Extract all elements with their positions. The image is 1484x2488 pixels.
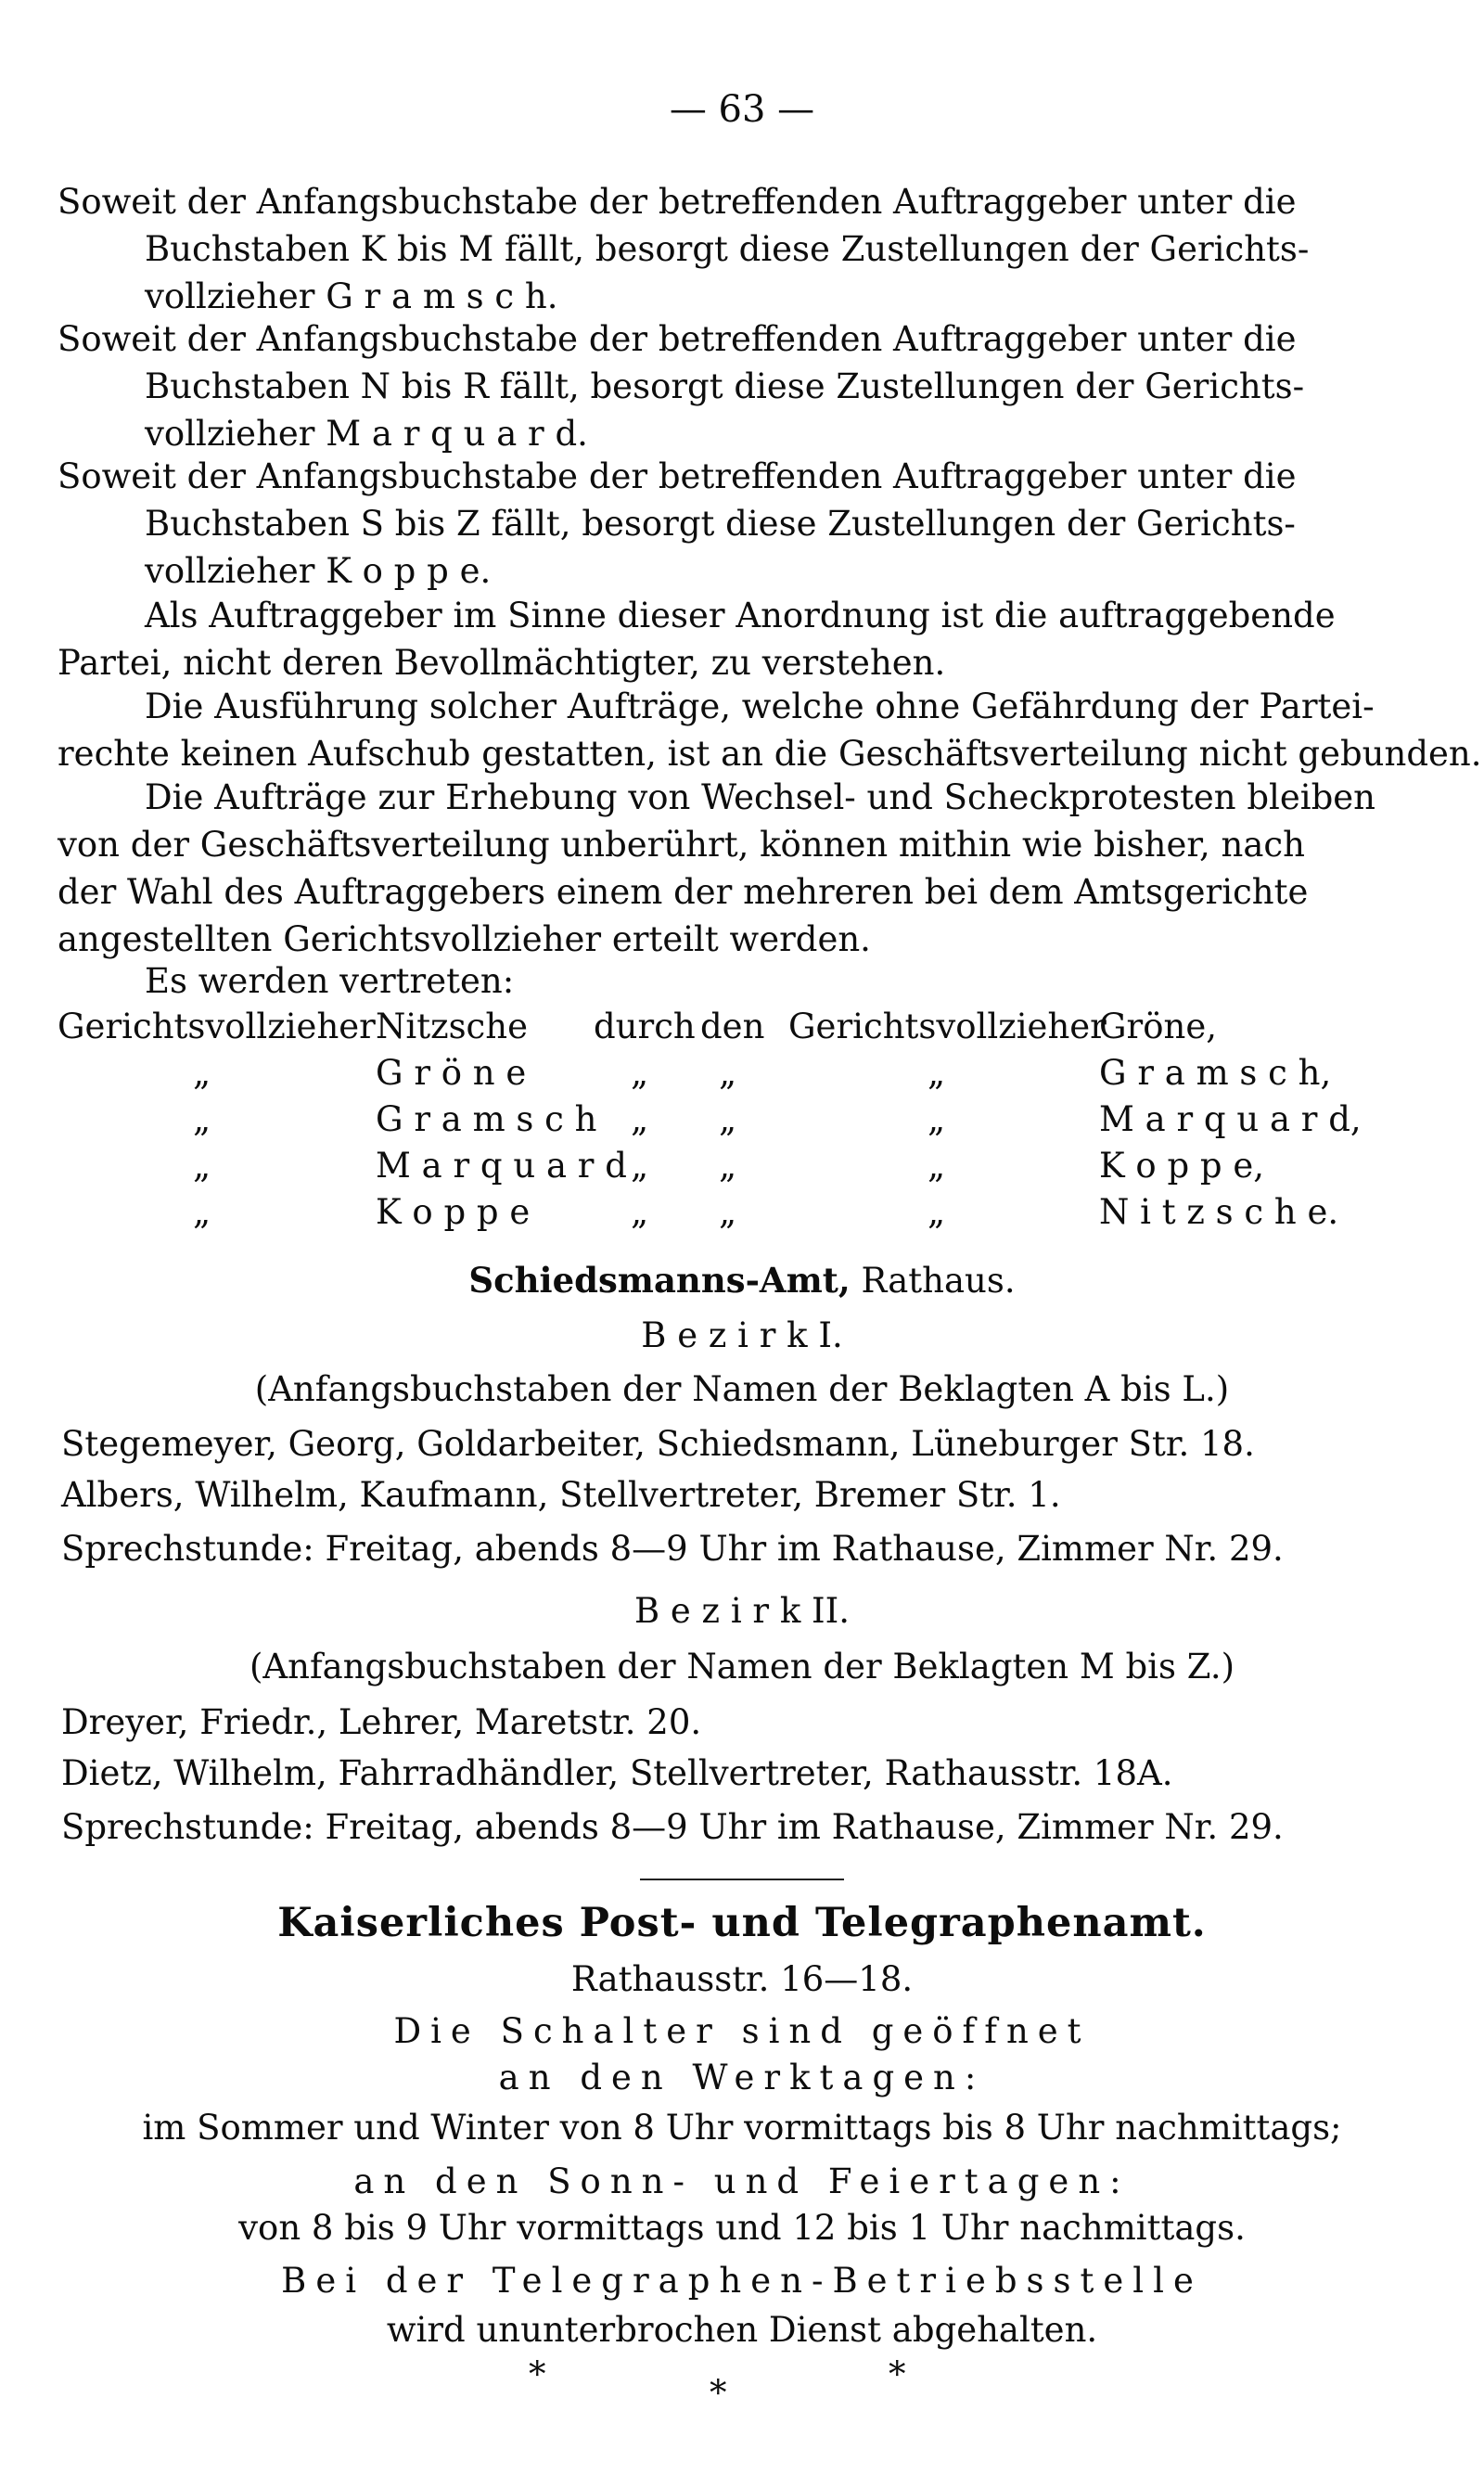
asterisk: *: [710, 2373, 727, 2413]
text-line: rechte keinen Aufschub gestatten, ist an die Geschäftsverteilung nicht gebunden.: [58, 734, 1482, 774]
schiedsmann-title: Schiedsmanns-Amt,: [468, 1260, 851, 1301]
text-line: Soweit der Anfangsbuchstabe der betreffenden Auftraggeber unter die: [58, 456, 1297, 496]
table-cell: „: [193, 1192, 211, 1232]
paragraph-marquard: [58, 315, 1356, 457]
text-line: Die Ausführung solcher Aufträge, welche ohne Gefährdung der Partei-: [145, 686, 1375, 726]
asterisk: *: [529, 2354, 546, 2394]
table-cell: M a r q u a r d,: [1099, 1099, 1362, 1139]
table-cell: den: [700, 1007, 765, 1046]
table-cell: „: [928, 1192, 946, 1232]
table-cell: Gröne,: [1099, 1007, 1218, 1046]
table-cell: „: [719, 1192, 737, 1232]
table-cell: „: [631, 1192, 649, 1232]
table-cell: „: [719, 1099, 737, 1139]
table-cell: N i t z s c h e.: [1099, 1192, 1339, 1232]
district-line: Stegemeyer, Georg, Goldarbeiter, Schiedsmann, Lüneburger Str. 18.: [61, 1424, 1255, 1464]
table-cell: G r a m s c h,: [1099, 1053, 1332, 1093]
district-title: B e z i r k I.: [641, 1315, 843, 1355]
district-subtitle: (Anfangsbuchstaben der Namen der Beklagten M bis Z.): [249, 1647, 1235, 1686]
table-cell: „: [631, 1053, 649, 1093]
table-cell: „: [631, 1099, 649, 1139]
text-line: Buchstaben S bis Z fällt, besorgt diese Zustellungen der Gerichts-: [145, 504, 1296, 544]
table-cell: „: [928, 1053, 946, 1093]
text-line: Es werden vertreten:: [145, 961, 515, 1001]
text-line: Buchstaben K bis M fällt, besorgt diese Zustellungen der Gerichts-: [145, 229, 1310, 269]
district-line: Albers, Wilhelm, Kaufmann, Stellvertreter, Bremer Str. 1.: [61, 1475, 1061, 1515]
table-cell: Nitzsche: [376, 1007, 529, 1046]
district-line: Sprechstunde: Freitag, abends 8—9 Uhr im Rathause, Zimmer Nr. 29.: [61, 1807, 1284, 1847]
table-cell: G r a m s c h: [376, 1099, 597, 1139]
text-line: Buchstaben N bis R fällt, besorgt diese Zustellungen der Gerichts-: [145, 366, 1305, 406]
paragraph-koppe: [58, 453, 1356, 595]
table-cell: Gerichtsvollzieher: [58, 1007, 376, 1046]
table-cell: „: [719, 1053, 737, 1093]
postamt-heading: Kaiserliches Post- und Telegraphenamt.: [277, 1900, 1207, 1946]
table-cell: Gerichtsvollzieher: [788, 1007, 1107, 1046]
paragraph-wechselproteste: [58, 774, 1376, 963]
table-cell: G r ö n e: [376, 1053, 527, 1093]
table-cell: K o p p e,: [1099, 1146, 1264, 1186]
text-line: der Wahl des Auftraggebers einem der mehreren bei dem Amtsgerichte: [58, 872, 1309, 912]
postamt-address: Rathausstr. 16—18.: [570, 1959, 914, 1999]
table-cell: „: [631, 1146, 649, 1186]
text-line: vollzieher G r a m s c h.: [145, 276, 558, 316]
text-line: Partei, nicht deren Bevollmächtigter, zu verstehen.: [58, 643, 946, 683]
table-cell: M a r q u a r d: [376, 1146, 627, 1186]
table-cell: „: [719, 1146, 737, 1186]
table-cell: „: [193, 1099, 211, 1139]
text-line: Die Aufträge zur Erhebung von Wechsel- und Scheckprotesten bleiben: [145, 777, 1376, 817]
postamt-line: Bei der Telegraphen-Betriebsstelle: [281, 2261, 1203, 2301]
text-line: vollzieher K o p p e.: [145, 551, 492, 591]
paragraph-vertreten: [58, 957, 1356, 1005]
table-cell: durch: [594, 1007, 696, 1046]
postamt-line: wird ununterbrochen Dienst abgehalten.: [386, 2310, 1098, 2350]
section-divider: [640, 1879, 844, 1880]
postamt-line: an den Sonn- und Feiertagen:: [353, 2161, 1131, 2201]
paragraph-gramsch: [58, 178, 1356, 320]
postamt-line: Die Schalter sind geöffnet: [393, 2011, 1091, 2051]
postamt-line: im Sommer und Winter von 8 Uhr vormittags bis 8 Uhr nachmittags;: [142, 2108, 1342, 2148]
text-line: vollzieher M a r q u a r d.: [145, 414, 588, 454]
paragraph-ausfuehrung: [58, 683, 1482, 777]
table-cell: „: [928, 1146, 946, 1186]
asterisk: *: [889, 2354, 906, 2394]
table-cell: K o p p e: [376, 1192, 531, 1232]
schiedsmann-heading: [0, 1260, 1484, 1301]
text-line: Soweit der Anfangsbuchstabe der betreffenden Auftraggeber unter die: [58, 319, 1297, 359]
district-line: Dietz, Wilhelm, Fahrradhändler, Stellvertreter, Rathausstr. 18A.: [61, 1753, 1173, 1793]
text-line: Als Auftraggeber im Sinne dieser Anordnung ist die auftraggebende: [145, 596, 1336, 635]
postamt-line: an den Werktagen:: [498, 2058, 986, 2097]
district-line: Dreyer, Friedr., Lehrer, Maretstr. 20.: [61, 1702, 702, 1742]
district-subtitle: (Anfangsbuchstaben der Namen der Beklagten A bis L.): [254, 1369, 1230, 1409]
text-line: angestellten Gerichtsvollzieher erteilt werden.: [58, 919, 871, 959]
text-line: von der Geschäftsverteilung unberührt, können mithin wie bisher, nach: [58, 825, 1305, 865]
postamt-line: von 8 bis 9 Uhr vormittags und 12 bis 1 Uhr nachmittags.: [238, 2208, 1246, 2248]
district-line: Sprechstunde: Freitag, abends 8—9 Uhr im Rathause, Zimmer Nr. 29.: [61, 1529, 1284, 1569]
schiedsmann-location: Rathaus.: [861, 1261, 1016, 1301]
text-line: Soweit der Anfangsbuchstabe der betreffenden Auftraggeber unter die: [58, 182, 1297, 222]
paragraph-auftraggeber: [58, 592, 1356, 686]
district-title: B e z i r k II.: [633, 1591, 851, 1631]
table-cell: „: [193, 1053, 211, 1093]
table-cell: „: [193, 1146, 211, 1186]
table-cell: „: [928, 1099, 946, 1139]
page-number: — 63 —: [669, 88, 815, 131]
